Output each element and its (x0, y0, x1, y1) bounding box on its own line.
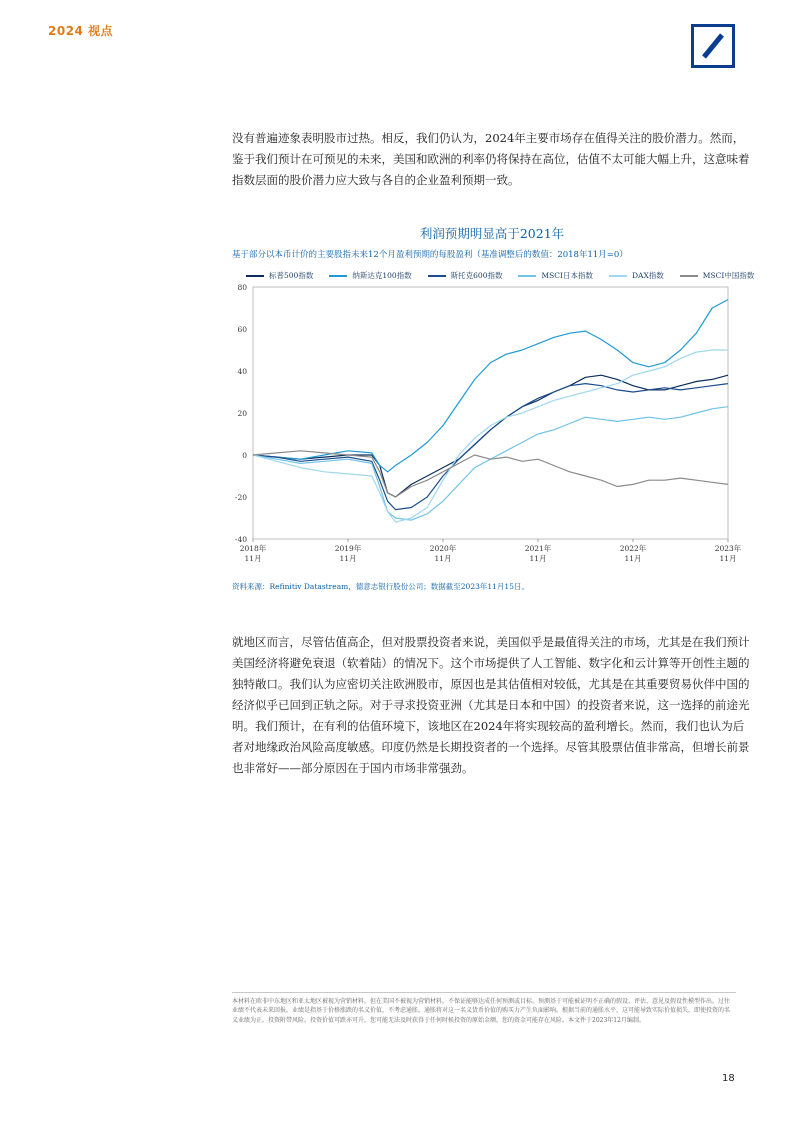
deutsche-bank-logo (691, 24, 735, 68)
chart-title: 利润预期明显高于2021年 (419, 226, 565, 241)
x-tick-label-month: 11月 (719, 554, 737, 563)
legend-swatch-msci-japan (518, 275, 536, 277)
series-line (253, 407, 728, 520)
legend-item (680, 270, 755, 281)
series-line (253, 384, 728, 510)
series-line (253, 350, 728, 522)
y-tick-label: 0 (242, 451, 247, 460)
legend-label: 标普500指数 (269, 271, 314, 280)
legend-label: MSCI中国指数 (702, 271, 755, 280)
y-tick-label: 80 (237, 283, 247, 292)
y-tick-label: 20 (237, 409, 247, 418)
y-tick-label: -20 (234, 493, 247, 502)
plot-frame (253, 287, 728, 539)
legend-swatch-nasdaq (329, 275, 347, 277)
y-tick-label: -40 (234, 535, 247, 544)
page-number: 18 (722, 1073, 735, 1084)
legend-item (329, 270, 411, 281)
chart-source: 资料来源：Refinitiv Datastream，德意志银行股份公司；数据截至2023年11月15日。 (232, 582, 529, 591)
y-tick-label: 60 (237, 325, 247, 334)
legend-swatch-dax (609, 275, 627, 277)
footer-divider (232, 992, 736, 993)
x-tick-label-year: 2023年 (714, 544, 742, 553)
header-label: 2024 视点 (48, 24, 114, 38)
legend-label: MSCI日本指数 (541, 271, 594, 280)
legend-label: 纳斯达克100指数 (352, 271, 412, 280)
x-tick-label-year: 2020年 (429, 544, 457, 553)
legend-item (428, 270, 503, 281)
chart-subtitle: 基于部分以本币计价的主要股指未来12个月盈利预期的每股盈利（基准调整后的数值：2018年11月=0） (232, 250, 628, 260)
legend-swatch-sp500 (246, 275, 264, 277)
line-chart (230, 282, 760, 572)
chart-legend (246, 270, 754, 281)
series-line (253, 375, 728, 497)
x-tick-label-month: 11月 (434, 554, 452, 563)
legend-swatch-stoxx600 (428, 275, 446, 277)
x-tick-label-year: 2018年 (239, 544, 267, 553)
x-tick-label-month: 11月 (624, 554, 642, 563)
series-line (253, 451, 728, 497)
x-tick-label-year: 2021年 (524, 544, 552, 553)
x-tick-label-month: 11月 (339, 554, 357, 563)
legend-label: 斯托克600指数 (450, 271, 503, 280)
legend-label: DAX指数 (632, 271, 664, 280)
x-tick-label-year: 2019年 (334, 544, 362, 553)
legend-item (518, 270, 593, 281)
paragraph-regions: 就地区而言，尽管估值高企，但对股票投资者来说，美国似乎是最值得关注的市场，尤其是在我们预计美国经济将避免衰退（软着陆）的情况下。这个市场提供了人工智能、数字化和云计算等开创性主题的独特敞口。我们认为应密切关注欧洲股市，原因也是其估值相对较低，尤其是在其重要贸易伙伴中国的经济似乎已回到正轨之际。对于寻求投资亚洲（尤其是日本和中国）的投资者来说，这一选择的前途光明。我们预计，在有利的估值环境下，该地区在2024年将实现较高的盈利增长。然而，我们也认为后者对地缘政治风险高度敏感。印度仍然是长期投资者的一个选择。尽管其股票估值非常高，但增长前景也非常好——部分原因在于国内市场非常强劲。 (232, 635, 750, 775)
legend-swatch-msci-china (680, 275, 698, 277)
y-tick-label: 40 (237, 367, 247, 376)
series-line (253, 300, 728, 472)
legend-item (609, 270, 664, 281)
disclaimer-text: 本材料在欧非中东地区和亚太地区被视为营销材料，但在美国不被视为营销材料。不保证能够达成任何预测或目标。预测基于可能被证明不正确的假设、评估、意见及假设性模型作出。过往业绩不代表未来回报。业绩是指基于价格涨跌的名义价值，不考虑通胀。通胀将对这一名义货币价值的购买力产生负面影响。根据当前的通胀水平，这可能导致实际价值损失，即使投资的名义业绩为正。投资附带风险。投资价值可跌亦可升，您可能无法及时获得于任何时候投资的原始金额。您的资金可能存在风险。本文件于2023年12月编制。 (232, 998, 731, 1024)
legend-item (246, 270, 313, 281)
x-tick-label-month: 11月 (244, 554, 262, 563)
paragraph-intro: 没有普遍迹象表明股市过热。相反，我们仍认为，2024年主要市场存在值得关注的股价潜力。然而，鉴于我们预计在可预见的未来，美国和欧洲的利率仍将保持在高位，估值不太可能大幅上升，这意味着指数层面的股价潜力应大致与各自的企业盈利预期一致。 (232, 131, 750, 187)
x-tick-label-year: 2022年 (619, 544, 647, 553)
x-tick-label-month: 11月 (529, 554, 547, 563)
